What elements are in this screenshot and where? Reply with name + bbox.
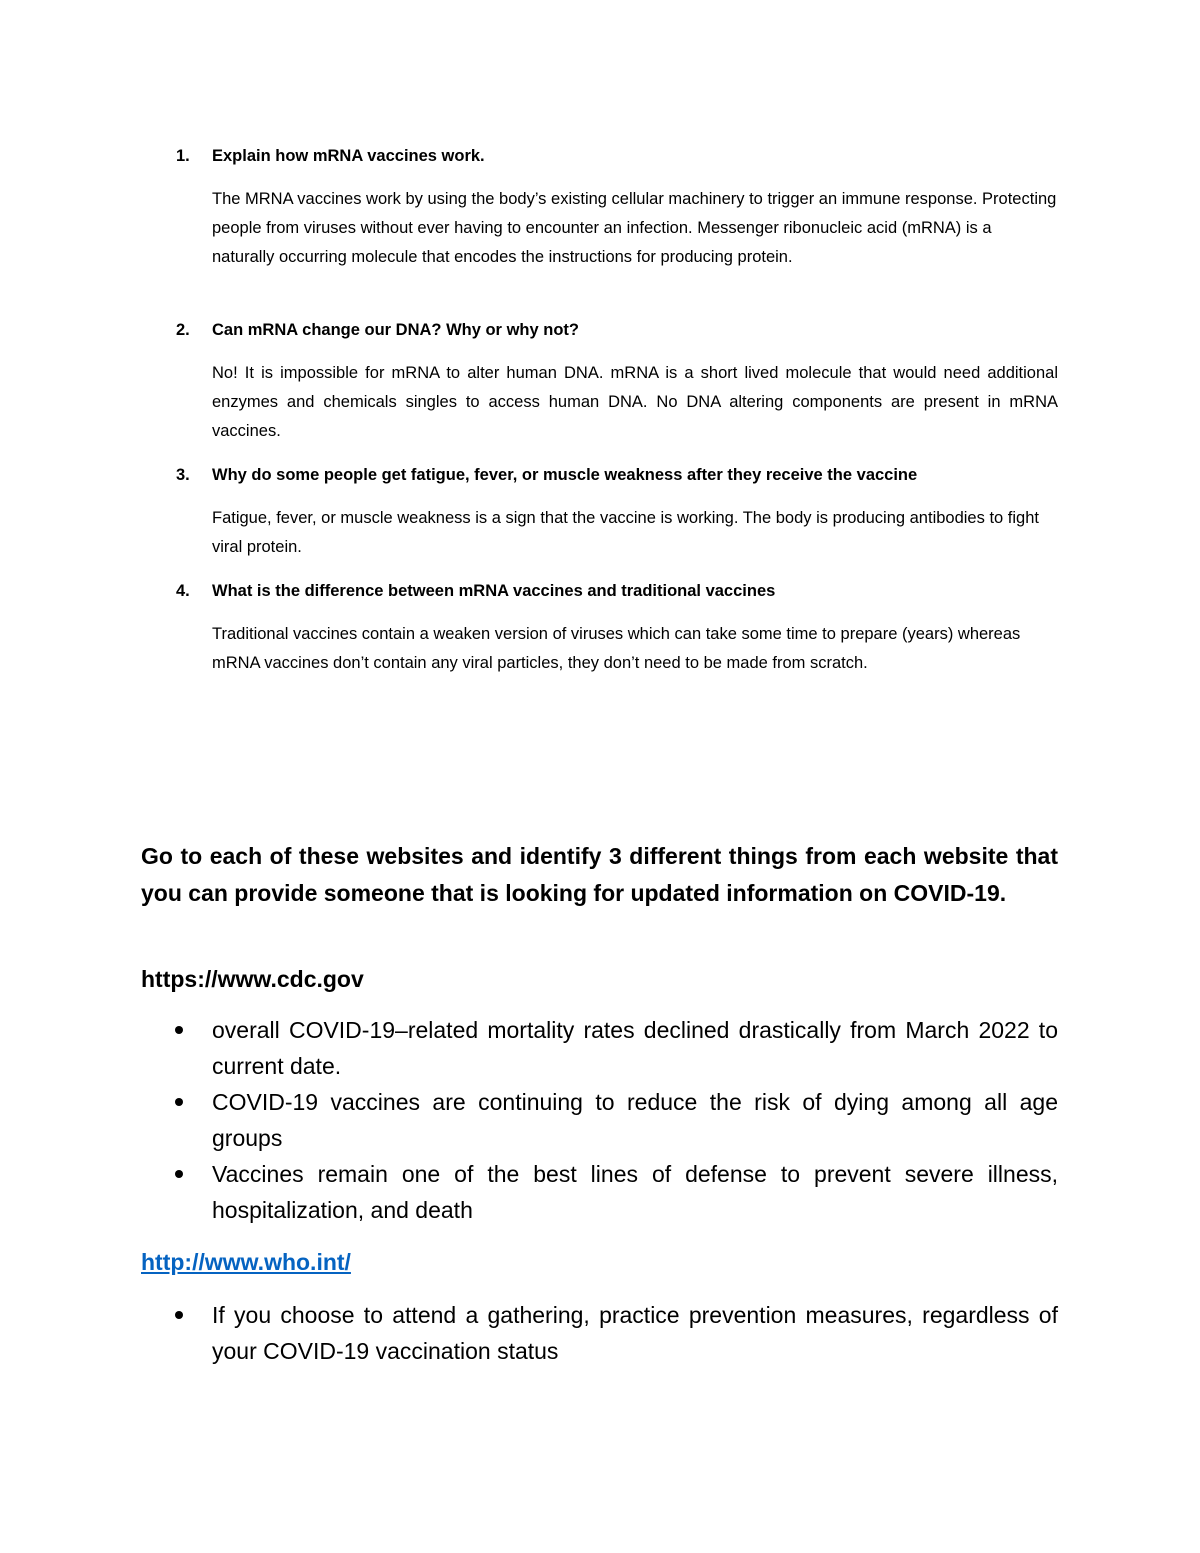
question-2 [176,320,579,340]
question-number: 4. [176,582,190,600]
list-item [141,1012,1058,1084]
question-text: What is the difference between mRNA vaccines and traditional vaccines [212,582,776,600]
list-item [141,1156,1058,1228]
point-text: COVID-19 vaccines are continuing to reduce the risk of dying among all age groups [212,1089,1058,1151]
question-4 [176,581,775,601]
bullet-icon [175,1026,183,1034]
who-points-list [141,1297,1058,1369]
site-heading-cdc: https://www.cdc.gov [141,966,364,992]
site-heading-who [141,1247,351,1277]
list-item [141,1297,1058,1369]
point-text: overall COVID-19–related mortality rates declined drastically from March 2022 to current date. [212,1017,1058,1079]
question-1 [176,146,485,166]
cdc-points-list [141,1012,1058,1228]
question-text: Can mRNA change our DNA? Why or why not? [212,321,579,339]
who-link[interactable]: http://www.who.int/ [141,1249,351,1275]
point-text: Vaccines remain one of the best lines of defense to prevent severe illness, hospitalization, and death [212,1161,1058,1223]
question-3 [176,465,917,485]
question-number: 1. [176,147,190,165]
point-text: If you choose to attend a gathering, practice prevention measures, regardless of your COVID-19 vaccination status [212,1302,1058,1364]
question-number: 2. [176,321,190,339]
list-item [141,1084,1058,1156]
bullet-icon [175,1098,183,1106]
answer-1: The MRNA vaccines work by using the body’s existing cellular machinery to trigger an immune response. Protecting people from viruses without ever having to encounter an infection. Messenger ribonucleic acid (mRNA) is a naturally occurring molecule that encodes the instructions for producing protein. [212,190,1057,266]
question-number: 3. [176,466,190,484]
websites-intro: Go to each of these websites and identify 3 different things from each website that you can provide someone that is looking for updated information on COVID-19. [141,843,1058,906]
question-text: Why do some people get fatigue, fever, or muscle weakness after they receive the vaccine [212,466,918,484]
bullet-icon [175,1311,183,1319]
answer-3: Fatigue, fever, or muscle weakness is a sign that the vaccine is working. The body is producing antibodies to fight viral protein. [212,509,1039,556]
bullet-icon [175,1170,183,1178]
question-text: Explain how mRNA vaccines work. [212,147,485,165]
answer-4: Traditional vaccines contain a weaken version of viruses which can take some time to prepare (years) whereas mRNA vaccines don’t contain any viral particles, they don’t need to be made from scratch. [212,625,1021,672]
answer-2: No! It is impossible for mRNA to alter human DNA. mRNA is a short lived molecule that would need additional enzymes and chemicals singles to access human DNA. No DNA altering components are present in mRNA vaccines. [212,364,1058,440]
